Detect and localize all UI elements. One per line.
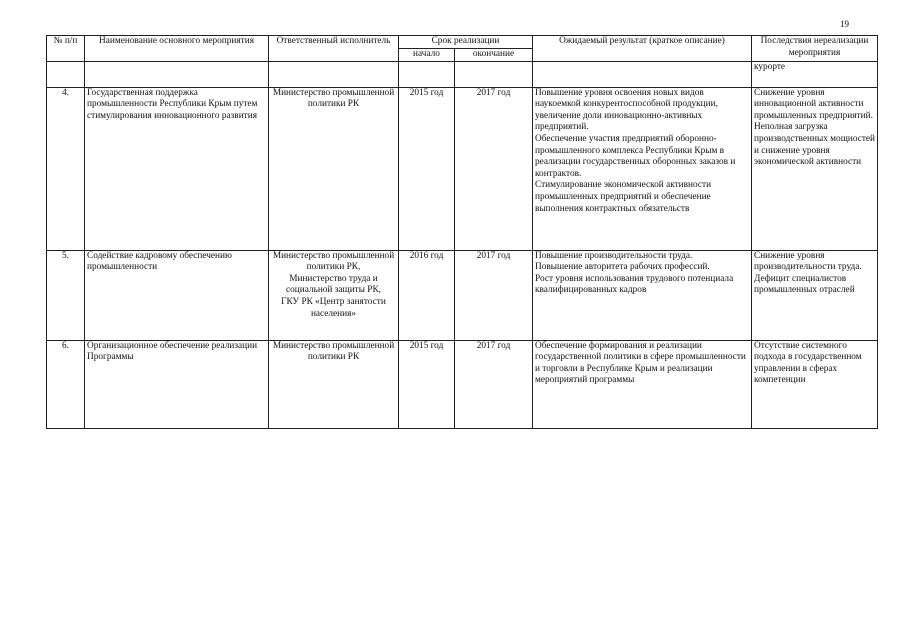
cell-end: 2017 год <box>455 340 533 428</box>
header-executor: Ответственный исполнитель <box>269 36 399 62</box>
page-number: 19 <box>840 19 849 29</box>
cell-consequences: курорте <box>752 61 878 87</box>
cell-num: 4. <box>47 87 85 250</box>
header-name: Наименование основного мероприятия <box>85 36 269 62</box>
cell-consequences: Отсутствие системного подхода в государственном управлении в сферах компетенции <box>752 340 878 428</box>
cell-num: 5. <box>47 250 85 340</box>
result-text: Повышение авторитета рабочих профессий. <box>535 262 710 273</box>
consequence-text: Снижение уровня производительности труда. <box>754 250 862 273</box>
table-row <box>47 87 878 250</box>
header-end: окончание <box>455 48 533 61</box>
cell-result <box>533 250 752 340</box>
cell-end: 2017 год <box>455 250 533 340</box>
cell-executor: Министерство промышленной политики РК <box>269 340 399 428</box>
result-text: Повышение уровня освоения новых видов наукоемкой конкурентоспособной продукции, увеличение доли инновационно-активных предприятий. <box>535 87 718 133</box>
cell-name: Государственная поддержка промышленности Республики Крым путем стимулирования инновационного развития <box>85 87 269 250</box>
executor-text: ГКУ РК «Центр занятости населения» <box>281 296 386 319</box>
cell-consequences <box>752 250 878 340</box>
header-row <box>47 36 878 49</box>
cell-name: Организационное обеспечение реализации Программы <box>85 340 269 428</box>
executor-text: Министерство промышленной политики РК, <box>272 250 395 273</box>
cell-result: Обеспечение формирования и реализации государственной политики в сфере промышленности и торговли в Республике Крым и реализации мероприятий программы <box>533 340 752 428</box>
cell-executor: Министерство промышленной политики РК <box>269 87 399 250</box>
executor-text: Министерство труда и социальной защиты РК, <box>286 273 381 296</box>
header-period: Срок реализации <box>399 36 533 49</box>
cell-end: 2017 год <box>455 87 533 250</box>
result-text: Стимулирование экономической активности промышленных предприятий и обеспечение выполнения контрактных обязательств <box>535 180 712 214</box>
header-result: Ожидаемый результат (краткое описание) <box>533 36 752 62</box>
cell-result <box>533 87 752 250</box>
consequence-text: Снижение уровня инновационной активности промышленных предприятий. <box>754 87 873 121</box>
header-num: № п/п <box>47 36 85 62</box>
header-consequences: Последствия нереализации мероприятия <box>752 36 878 62</box>
cell-num: 6. <box>47 340 85 428</box>
consequence-text: Неполная загрузка производственных мощностей и снижение уровня экономической активности <box>754 122 876 168</box>
header-start: начало <box>399 48 455 61</box>
cell-consequences <box>752 87 878 250</box>
cell-start: 2015 год <box>399 87 455 250</box>
cell-start: 2015 год <box>399 340 455 428</box>
result-text: Повышение производительности труда. <box>535 250 693 261</box>
cell-name: Содействие кадровому обеспечению промышленности <box>85 250 269 340</box>
consequence-text: Дефицит специалистов промышленных отраслей <box>754 273 855 296</box>
table-row <box>47 340 878 428</box>
table-row-continuation <box>47 61 878 87</box>
program-measures-table <box>46 35 878 429</box>
result-text: Рост уровня использования трудового потенциала квалифицированных кадров <box>535 273 734 296</box>
result-text: Обеспечение участия предприятий оборонно-промышленного комплекса Республики Крым в реализации государственных оборонных заказов и контрактов. <box>535 133 736 179</box>
table-row <box>47 250 878 340</box>
cell-start: 2016 год <box>399 250 455 340</box>
cell-executor <box>269 250 399 340</box>
